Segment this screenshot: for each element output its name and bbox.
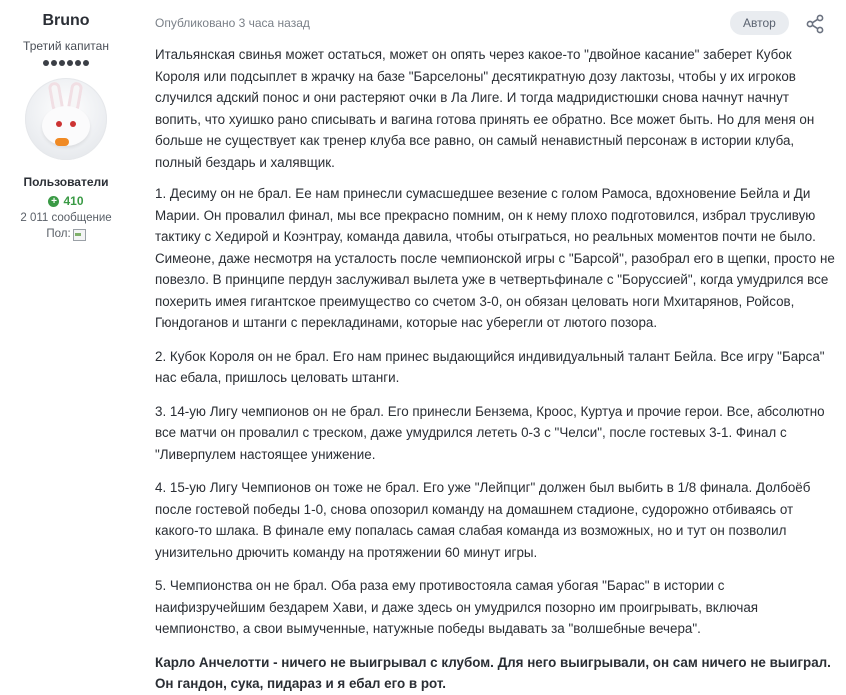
post-paragraph: Итальянская свинья может остаться, может он опять через какое-то "двойное касание" заберет Кубок Короля или подсыплет в жрачку на базе "Барселоны" десятикратную дозу лактозы, чтобы у их игроков случился адский понос и они растеряют очки в Ла Лиге. И тогда мадридистюшки снова начнут начнут вопить, что хуишко рано списывать и вагина готова принять ее обратно. Все может быть. Но для меня он больше не существует как тренер клуба все равно, он самый ненавистный персонаж в истории клуба, полный бездарь и халявщик.: [155, 47, 815, 170]
published-time[interactable]: Опубликовано 3 часа назад: [155, 16, 310, 30]
avatar-eye-left: [56, 121, 62, 127]
avatar[interactable]: [25, 78, 107, 160]
rank-pip: [43, 60, 49, 66]
post-meta: [155, 0, 835, 44]
author-name[interactable]: Bruno: [42, 12, 90, 29]
author-panel: [0, 0, 132, 241]
rank-pip: [51, 60, 57, 66]
author-badge: Автор: [730, 11, 789, 35]
post-paragraph: 1. Десиму он не брал. Ее нам принесли сумасшедшее везение с голом Рамоса, вдохновение Бейла и Ди Марии. Он провалил финал, мы все прекрасно помним, он к нему плохо подготовился, избрал трусливую тактику с Хедирой и Коэнтрау, команда давила, чтобы отыграться, но реальных моментов почти не было. Симеоне, даже несмотря на усталость после чемпионской игры с "Барсой", разобрал его в щепки, просто не повезло. В принципе пердун заслуживал вылета уже в четвертьфинале с "Боруссией", когда умудрился все похерить имея гигантское преимущество со счетом 3-0, он обязан целовать ноги Мхитарянов, Ройсов, Гюндоганов и штанги с перекладинами, которые нас уберегли от лютого позора.: [155, 186, 835, 330]
share-icon[interactable]: [805, 14, 825, 34]
author-group: Пользователи: [23, 175, 109, 189]
post-paragraph: 4. 15-ую Лигу Чемпионов он тоже не брал. Его уже "Лейпциг" должен был выбить в 1/8 финала. Долбоёб после гостевой победы 1-0, снова опозорил команду на домашнем стадионе, судорожно отбиваясь от какого-то шлака. В финале ему попалась самая слабая команда из возможных, но и тут он позволил унизительно дрючить команду на протяжении 60 минут игры.: [155, 480, 811, 560]
rank-pips: [0, 60, 132, 66]
broken-image-icon: [72, 227, 86, 241]
reputation-value: 410: [63, 194, 84, 208]
post-paragraph: 5. Чемпионства он не брал. Оба раза ему противостояла самая убогая "Барас" в истории с наифизручейшим бездарем Хави, и даже здесь он умудрился позорно им проигрывать, включая чемпионство, а свои вымученные, натужные победы выдавать за "волшебные вечера".: [155, 578, 759, 636]
post-paragraph: 3. 14-ую Лигу чемпионов он не брал. Его принесли Бензема, Кроос, Куртуа и прочие герои. Все, абсолютно все матчи он провалил с треском, даже умудрился лететь 0-3 с "Челси", после гостевых 3-1. Финал с "Ливерпулем настоящее унижение.: [155, 403, 825, 462]
avatar-carrot: [55, 138, 69, 146]
reputation: [0, 194, 132, 208]
post-count: 2 011 сообщение: [20, 212, 112, 224]
post-content: [155, 44, 835, 695]
gender-label: Пол:: [46, 228, 71, 240]
rank-pip: [83, 60, 89, 66]
gender-row: [0, 227, 132, 241]
rank-pip: [59, 60, 65, 66]
author-rank: Третий капитан: [23, 39, 109, 53]
avatar-eye-right: [70, 121, 76, 127]
plus-circle-icon: +: [48, 196, 59, 207]
post-paragraph: 2. Кубок Короля он не брал. Его нам принес выдающийся индивидуальный талант Бейла. Все игру "Барса" нас ебала, пришлось целовать штанги.: [155, 348, 825, 385]
rank-pip: [67, 60, 73, 66]
rank-pip: [75, 60, 81, 66]
post-body: [155, 0, 835, 695]
post-conclusion: Карло Анчелотти - ничего не выигрывал с клубом. Для него выигрывали, он сам ничего не выиграл. Он гандон, сука, пидараз и я ебал его в рот.: [155, 654, 831, 691]
